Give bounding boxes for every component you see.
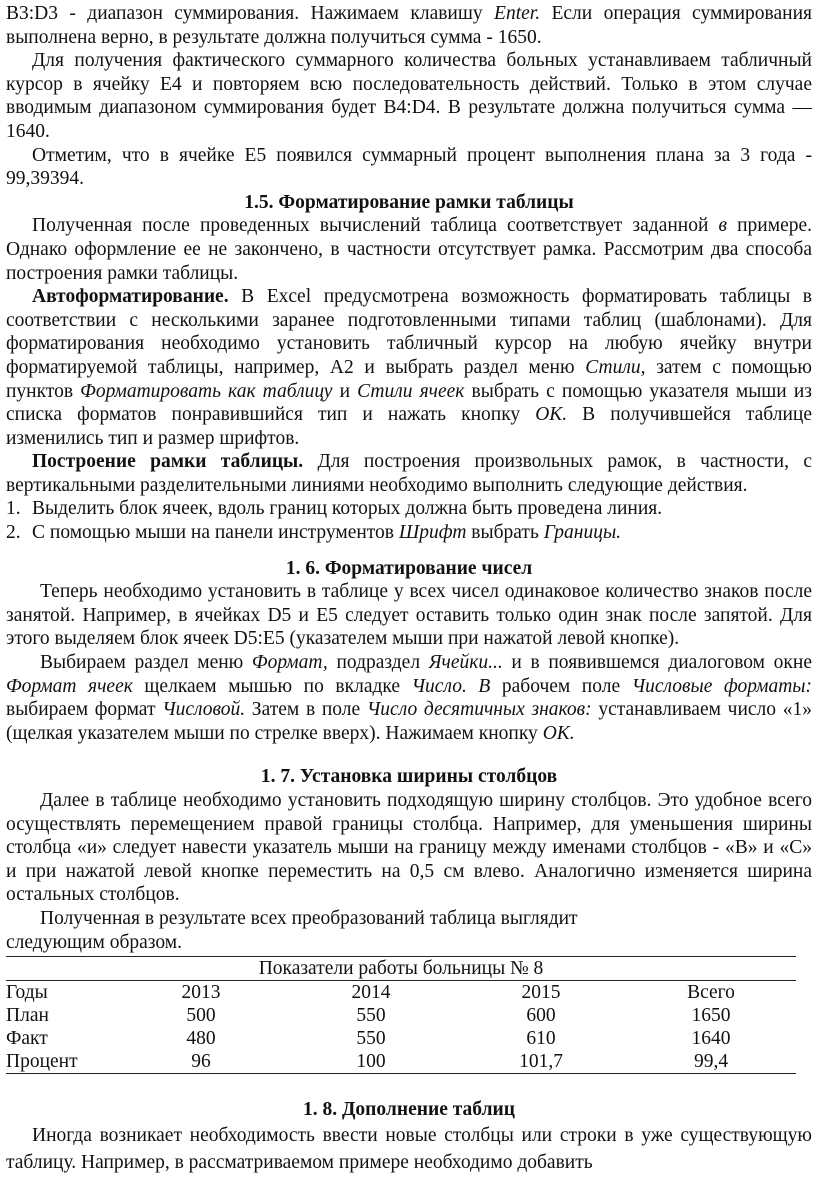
table-cell: 600 <box>526 1005 556 1027</box>
text: выбираем формат <box>6 699 163 721</box>
text: B3:D3 - диапазон суммирования. Нажимаем клавишу <box>6 3 495 24</box>
list-item <box>6 521 812 545</box>
section-heading-1-5: 1.5. Форматирование рамки таблицы <box>244 191 574 213</box>
menu-term-font: Шрифт <box>398 522 467 544</box>
field-term-decimal-places: Число десятичных знаков: <box>366 699 592 721</box>
paragraph-percent-total: Отметим, что в ячейке Е5 появился суммарный процент выполнения плана за 3 года - 99,39394. <box>6 144 812 190</box>
paragraph-autoformat <box>6 285 812 450</box>
text: и в появившемся диалоговом окне <box>502 652 812 674</box>
text: устанавливаем число «1» (щелкая указателем мыши по стрелке вверх). Нажимаем кнопку <box>6 699 812 744</box>
button-term-ok: ОК. <box>542 722 575 744</box>
table-cell: 500 <box>186 1005 216 1027</box>
menu-term-cell-styles: Стили ячеек <box>357 380 465 402</box>
table-row <box>6 1004 796 1027</box>
menu-term-format-as-table: Форматировать как таблицу <box>80 380 333 402</box>
paragraph-number-format-steps <box>6 651 812 745</box>
text: щелкаем мышью по вкладке <box>132 675 412 697</box>
table-cell: 610 <box>526 1028 556 1050</box>
list-text <box>32 521 621 545</box>
table-cell: 101,7 <box>456 1050 626 1074</box>
menu-term-cells: Ячейки... <box>428 652 503 674</box>
table-caption: Показатели работы больницы № 8 <box>6 957 796 981</box>
table-cell: 1640 <box>691 1028 731 1050</box>
table-cell: 480 <box>186 1028 216 1050</box>
text: В получившейся таблице изменились тип и размер шрифтов. <box>6 404 812 449</box>
table-cell: 2014 <box>351 982 391 1004</box>
table-cell: Годы <box>6 982 48 1004</box>
table-cell: 550 <box>356 1028 386 1050</box>
text: и <box>332 380 358 402</box>
list-item <box>6 497 812 521</box>
table-row <box>6 1050 796 1074</box>
text: Полученная в результате всех преобразований таблица выглядит <box>40 907 578 929</box>
text: затем с помощью пунктов <box>6 356 813 402</box>
field-term-number-formats: Числовые форматы: <box>631 675 812 697</box>
text: С помощью мыши на панели инструментов <box>32 522 399 544</box>
section-heading-1-6: 1. 6. Форматирование чисел <box>285 557 533 579</box>
table-cell: 1650 <box>691 1005 731 1027</box>
list-number: 1. <box>6 498 21 520</box>
section-heading-1-7: 1. 7. Установка ширины столбцов <box>260 766 558 788</box>
table-cell: 100 <box>286 1050 456 1074</box>
text: Выбираем раздел меню <box>40 652 252 674</box>
term-autoformat: Автоформатирование. <box>32 286 229 308</box>
dialog-term-format-cells: Формат ячеек <box>6 675 133 697</box>
text: В Excel предусмотрена возможность форматировать таблицы в соответствии с несколькими заранее подготовленными типами таблиц (шаблонами). Для форматирования необходимо установить табличный курсор на любую ячейку внутри форматируемой таблицы, например, А2 и выбрать раздел меню <box>6 286 812 378</box>
paragraph-table-border-intro <box>6 214 812 285</box>
menu-term-styles: Стили, <box>585 356 646 378</box>
menu-term-format: Формат, <box>251 652 328 674</box>
text: примере. Однако оформление ее не закончено, в частности отсутствует рамка. Рассмотрим два способа построения рамки таблицы. <box>6 215 813 284</box>
table-cell: 550 <box>356 1005 386 1027</box>
table-cell: 96 <box>116 1050 286 1074</box>
button-term-ok: ОК. <box>535 404 568 426</box>
table-cell: 99,4 <box>626 1050 796 1074</box>
table-cell: 2015 <box>521 982 561 1004</box>
text: Полученная после проведенных вычислений таблица соответствует заданной <box>32 215 719 237</box>
paragraph-border-building <box>6 450 812 497</box>
paragraph-result-table-intro <box>6 907 812 931</box>
text: Для построения произвольных рамок, в частности, с вертикальными разделительными линиями необходимо выполнить следующие действия. <box>6 451 812 496</box>
enter-key-term: Enter. <box>494 3 541 24</box>
text: выбрать с помощью указателя мыши из списка форматов понравившийся тип и нажать кнопку <box>6 380 812 426</box>
table-row <box>6 1027 796 1050</box>
paragraph-actual-sum: Для получения фактического суммарного количества больных устанавливаем табличный курсор в ячейку Е4 и повторяем всю последовательность действий. Только в этом случае вводимым диапазоном суммирования будет В4:D4. В результате должна получиться сумма — 1640. <box>6 50 812 142</box>
table-cell: Процент <box>6 1050 116 1074</box>
paragraph-column-width: Далее в таблице необходимо установить подходящую ширину столбцов. Это удобное всего осуществлять перемещением правой границы столбца. Например, для уменьшения ширины столбца «и» следует навести указатель мыши на границу между именами столбцов - «В» и «С» и при нажатой левой кнопке переместить на 0,5 см влево. Аналогично изменяется ширина остальных столбцов. <box>6 790 812 906</box>
text: подраздел <box>327 652 429 674</box>
table-caption-row <box>6 957 796 981</box>
section-heading-1-8: 1. 8. Дополнение таблиц <box>303 1099 515 1121</box>
italic-text: в <box>718 215 727 237</box>
paragraph-summation-range <box>6 2 812 49</box>
format-term-numeric: Числовой. <box>162 699 246 721</box>
list-text: Выделить блок ячеек, вдоль границ которых должна быть проведена линия. <box>32 498 663 520</box>
text: Затем в поле <box>245 699 367 721</box>
term-border-building: Построение рамки таблицы. <box>32 451 304 473</box>
menu-term-borders: Границы. <box>543 522 622 544</box>
text: Если операция суммирования выполнена верно, в результате должна получиться сумма - 1650. <box>6 3 812 48</box>
table-cell: Факт <box>6 1028 48 1050</box>
text: рабочем поле <box>490 675 632 697</box>
text: выбрать <box>466 522 544 544</box>
table-cell: 2013 <box>181 982 221 1004</box>
table-header-row <box>6 981 796 1005</box>
tab-term-number: Число. В <box>411 675 491 697</box>
paragraph-table-additions: Иногда возникает необходимость ввести новые столбцы или строки в уже существующую таблицу. Например, в рассматриваемом примере необходимо добавить <box>6 1124 812 1173</box>
paragraph-result-table-intro-cont: следующим образом. <box>6 931 182 953</box>
paragraph-number-format-intro: Теперь необходимо установить в таблице у всех чисел одинаковое количество знаков после занятой. Например, в ячейках D5 и Е5 следует оставить только один знак после запятой. Для этого выделяем блок ячеек D5:E5 (указателем мыши при нажатой левой кнопке). <box>6 581 812 650</box>
table-cell: План <box>6 1005 49 1027</box>
table-cell: Всего <box>687 982 735 1004</box>
document-content <box>6 2 812 1176</box>
hospital-stats-table <box>6 956 796 1074</box>
list-number: 2. <box>6 522 21 544</box>
